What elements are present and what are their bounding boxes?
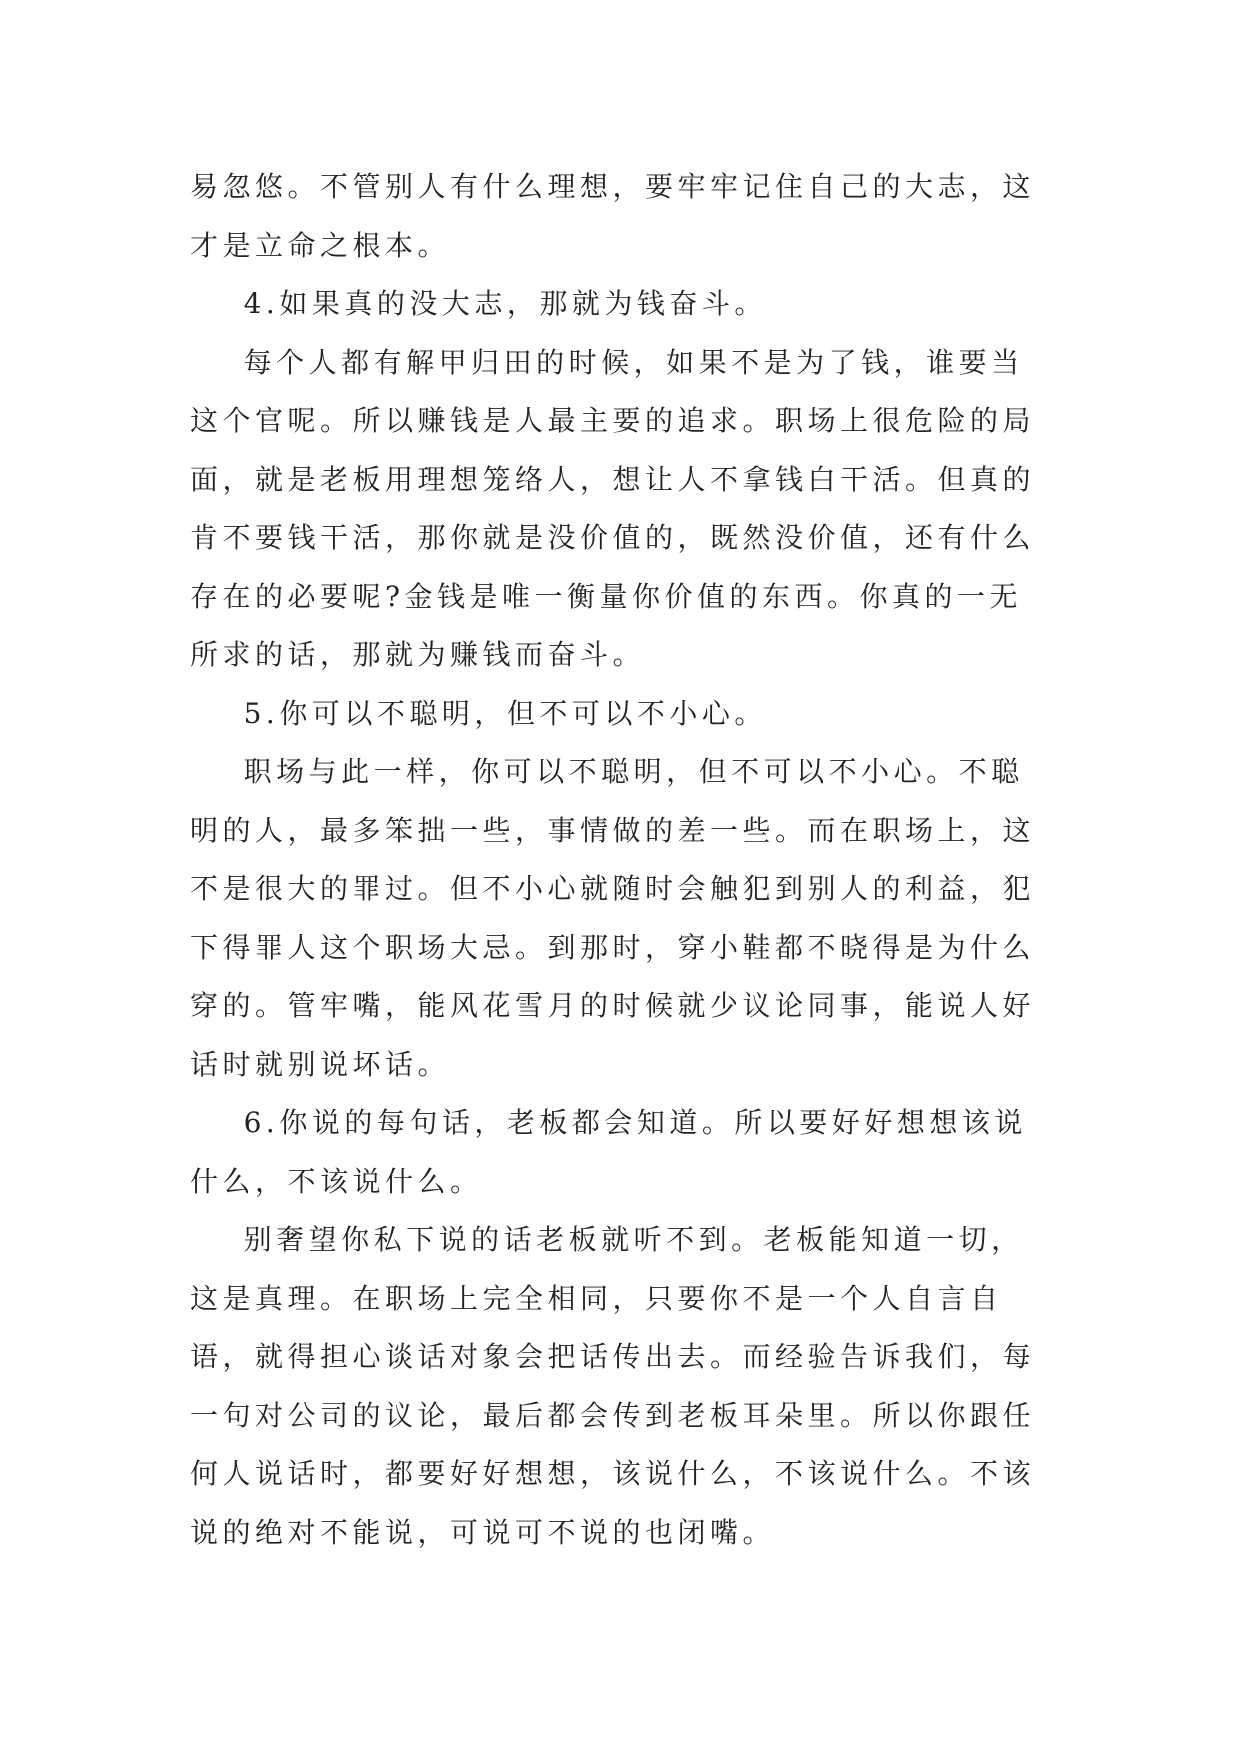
paragraph-point-4: 每个人都有解甲归田的时候，如果不是为了钱，谁要当这个官呢。所以赚钱是人最主要的追求。职场上很危险的局面，就是老板用理想笼络人，想让人不拿钱白干活。但真的肯不要钱干活，那你就是没价值的，既然没价值，还有什么存在的必要呢?金钱是唯一衡量你价值的东西。你真的一无所求的话，那就为赚钱而奋斗。 (190, 345, 1036, 671)
paragraph-point-6: 别奢望你私下说的话老板就听不到。老板能知道一切，这是真理。在职场上完全相同，只要你不是一个人自言自语，就得担心谈话对象会把话传出去。而经验告诉我们，每一句对公司的议论，最后都会传到老板耳朵里。所以你跟任何人说话时，都要好好想想，该说什么，不该说什么。不该说的绝对不能说，可说可不说的也闭嘴。 (190, 1223, 1036, 1549)
paragraph-continuation: 易忽悠。不管别人有什么理想，要牢牢记住自己的大志，这才是立命之根本。 (190, 170, 1036, 262)
heading-point-6: 6.你说的每句话，老板都会知道。所以要好好想想该说什么，不该说什么。 (190, 1106, 1027, 1198)
paragraph-point-5: 职场与此一样，你可以不聪明，但不可以不小心。不聪明的人，最多笨拙一些，事情做的差一些。而在职场上，这不是很大的罪过。但不小心就随时会触犯到别人的利益，犯下得罪人这个职场大忌。到那时，穿小鞋都不晓得是为什么穿的。管牢嘴，能风花雪月的时候就少议论同事，能说人好话时就别说坏话。 (190, 755, 1036, 1081)
heading-point-4: 4.如果真的没大志，那就为钱奋斗。 (190, 287, 767, 320)
document-body (190, 158, 1050, 1562)
heading-point-5: 5.你可以不聪明，但不可以不小心。 (190, 696, 767, 730)
